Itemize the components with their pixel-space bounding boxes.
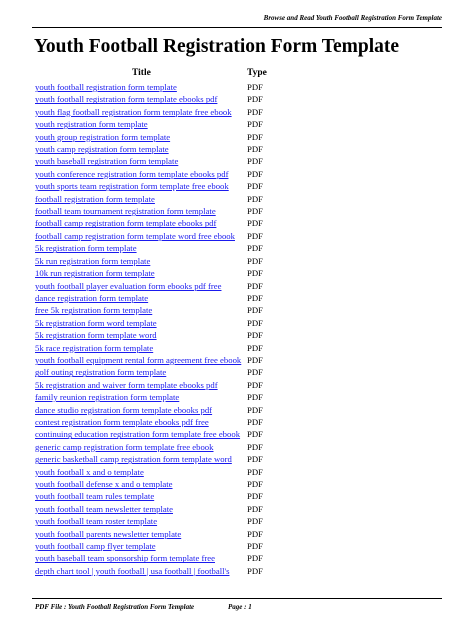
list-item [35,193,335,205]
list-item [35,490,335,502]
file-type-label: PDF [247,280,263,291]
file-type-label: PDF [247,168,263,179]
list-item [35,428,335,440]
file-type-label: PDF [247,491,263,502]
document-link[interactable]: youth football registration form template ebooks pdf [35,94,218,105]
list-item [35,404,335,416]
file-type-label: PDF [247,243,263,254]
document-link[interactable]: football registration form template [35,193,155,204]
list-item [35,342,335,354]
document-link[interactable]: contest registration form template ebooks pdf free [35,416,209,427]
list-item [35,304,335,316]
list-item [35,242,335,254]
document-link[interactable]: dance studio registration form template ebooks pdf [35,404,213,415]
list-item [35,118,335,130]
list-item [35,565,335,577]
file-type-label: PDF [247,218,263,229]
list-item [35,329,335,341]
document-link[interactable]: 5k registration form template [35,243,137,254]
file-type-label: PDF [247,206,263,217]
document-title: Youth Football Registration Form Template [34,36,400,57]
document-link[interactable]: 10k run registration form template [35,268,155,279]
file-type-label: PDF [247,516,263,527]
list-item [35,205,335,217]
file-type-label: PDF [247,528,263,539]
footer-file-label: PDF File : Youth Football Registration Form Template [35,603,195,611]
document-link[interactable]: free 5k registration form template [35,305,153,316]
file-type-label: PDF [247,392,263,403]
document-link[interactable]: dance registration form template [35,292,149,303]
document-list [35,81,335,577]
document-link[interactable]: youth camp registration form template [35,144,169,155]
document-link[interactable]: youth baseball team sponsorship form template free [35,553,215,564]
list-item [35,131,335,143]
document-link[interactable]: football camp registration form template word free ebook [35,230,235,241]
document-link[interactable]: youth football team rules template [35,491,155,502]
document-link[interactable]: 5k registration and waiver form template ebooks pdf [35,379,218,390]
document-link[interactable]: 5k race registration form template [35,342,154,353]
file-type-label: PDF [247,379,263,390]
document-link[interactable]: youth football equipment rental form agreement free ebook [35,354,242,365]
document-link[interactable]: youth football team roster template [35,516,158,527]
file-type-label: PDF [247,479,263,489]
list-item [35,515,335,527]
file-type-label: PDF [247,342,263,353]
document-link[interactable]: youth baseball registration form template [35,156,179,167]
document-link[interactable]: youth registration form template [35,119,148,130]
file-type-label: PDF [247,317,263,328]
list-item [35,366,335,378]
document-link[interactable]: youth sports team registration form template free ebook [35,181,229,192]
file-type-label: PDF [247,255,263,266]
document-link[interactable]: depth chart tool | youth football | usa football | football's [35,565,230,576]
file-type-label: PDF [247,429,263,440]
list-item [35,106,335,118]
document-link[interactable]: youth football team newsletter template [35,503,173,514]
file-type-label: PDF [247,454,263,465]
file-type-label: PDF [247,94,263,105]
document-link[interactable]: continuing education registration form template free ebook [35,429,241,440]
list-item [35,416,335,428]
list-item [35,379,335,391]
list-item [35,280,335,292]
document-link[interactable]: youth flag football registration form template free ebook [35,106,232,117]
document-link[interactable]: youth football x and o template [35,466,144,477]
list-item [35,552,335,564]
file-type-label: PDF [247,553,263,564]
file-type-label: PDF [247,268,263,279]
list-item [35,528,335,540]
list-item [35,168,335,180]
footer-page-label: Page : 1 [228,603,252,611]
file-type-label: PDF [247,82,263,92]
header-text: Browse and Read Youth Football Registration Form Template [263,14,442,22]
file-type-label: PDF [247,367,263,378]
column-header-title: Title [132,68,151,78]
document-link[interactable]: youth conference registration form template ebooks pdf [35,168,229,179]
document-link[interactable]: football team tournament registration form template [35,206,216,217]
list-item [35,317,335,329]
file-type-label: PDF [247,441,263,452]
document-link[interactable]: 5k registration form word template [35,317,157,328]
document-link[interactable]: youth football camp flyer template [35,541,156,552]
file-type-label: PDF [247,106,263,117]
file-type-label: PDF [247,330,263,341]
list-item [35,441,335,453]
document-link[interactable]: 5k run registration form template [35,255,151,266]
list-item [35,255,335,267]
document-link[interactable]: youth football player evaluation form ebooks pdf free [35,280,222,291]
file-type-label: PDF [247,503,263,514]
list-item [35,267,335,279]
file-type-label: PDF [247,404,263,415]
file-type-label: PDF [247,416,263,427]
footer-divider [32,598,442,599]
document-link[interactable]: generic basketball camp registration form template word [35,454,232,465]
document-link[interactable]: youth football parents newsletter template [35,528,182,539]
list-item [35,292,335,304]
file-type-label: PDF [247,131,263,142]
list-item [35,230,335,242]
column-header-type: Type [247,68,267,78]
document-link[interactable]: golf outing registration form template [35,367,167,378]
file-type-label: PDF [247,181,263,192]
file-type-label: PDF [247,230,263,241]
list-item [35,391,335,403]
file-type-label: PDF [247,144,263,155]
file-type-label: PDF [247,354,263,365]
list-item [35,540,335,552]
document-link[interactable]: generic camp registration form template free ebook [35,441,214,452]
list-item [35,503,335,515]
file-type-label: PDF [247,541,263,552]
file-type-label: PDF [247,119,263,130]
list-item [35,453,335,465]
list-item [35,478,335,490]
list-item [35,93,335,105]
document-link[interactable]: youth football registration form template [35,82,177,92]
list-item [35,155,335,167]
document-link[interactable]: football camp registration form template ebooks pdf [35,218,217,229]
page-header [32,10,442,28]
list-item [35,466,335,478]
file-type-label: PDF [247,156,263,167]
file-type-label: PDF [247,466,263,477]
file-type-label: PDF [247,292,263,303]
list-item [35,217,335,229]
list-item [35,180,335,192]
file-type-label: PDF [247,565,263,576]
file-type-label: PDF [247,193,263,204]
document-link[interactable]: 5k registration form template word [35,330,157,341]
document-link[interactable]: youth group registration form template [35,131,171,142]
document-link[interactable]: youth football defense x and o template [35,479,173,489]
list-item [35,143,335,155]
list-item [35,354,335,366]
document-link[interactable]: family reunion registration form template [35,392,180,403]
list-item [35,81,335,93]
file-type-label: PDF [247,305,263,316]
